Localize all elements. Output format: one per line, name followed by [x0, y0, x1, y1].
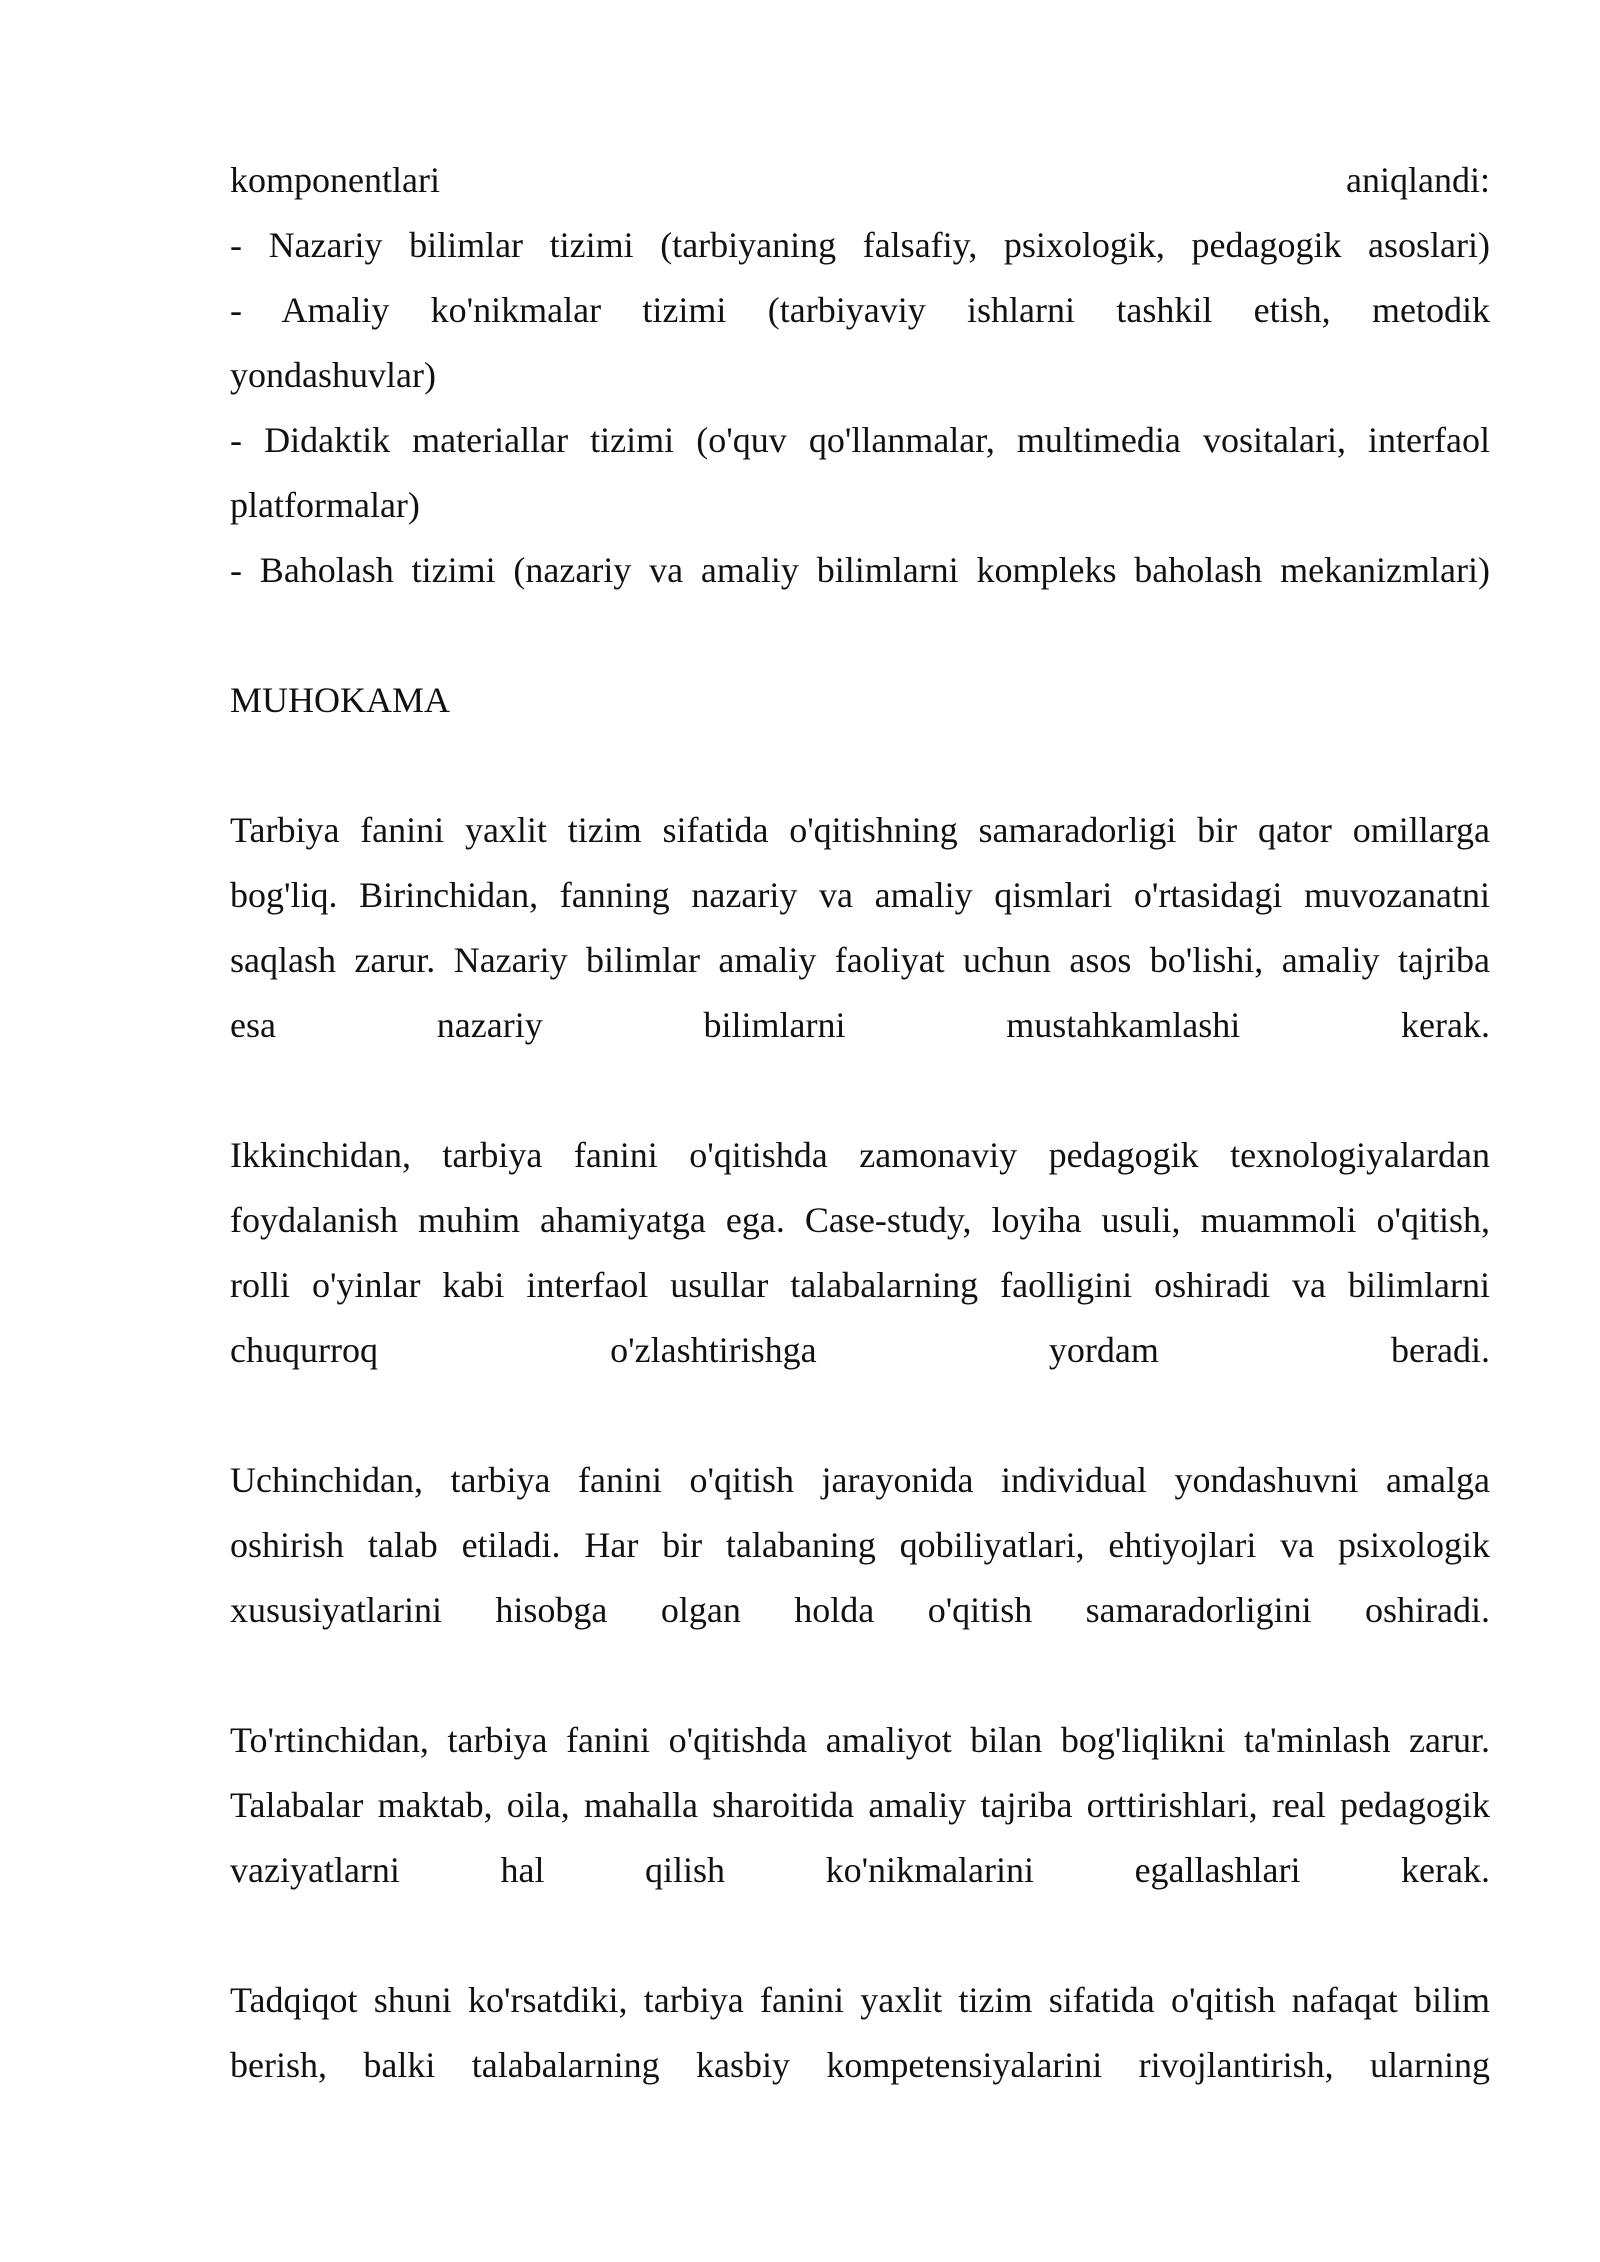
list-item-continuation: yondashuvlar) [230, 355, 436, 395]
text-line: esa nazariy bilimlarni mustahkamlashi kerak. [230, 1005, 1490, 1045]
text-line: Tarbiya fanini yaxlit tizim sifatida o'qitishning samaradorligi bir qator omillarga [230, 810, 1490, 850]
component-list [230, 148, 1490, 603]
text-line: saqlash zarur. Nazariy bilimlar amaliy faoliyat uchun asos bo'lishi, amaliy tajriba [230, 940, 1490, 980]
text-line: bog'liq. Birinchidan, fanning nazariy va amaliy qismlari o'rtasidagi muvozanatni [230, 875, 1490, 915]
list-item: - Baholash tizimi (nazariy va amaliy bilimlarni kompleks baholash mekanizmlari) [230, 550, 1490, 590]
paragraph-1 [230, 798, 1490, 1058]
text-line: To'rtinchidan, tarbiya fanini o'qitishda amaliyot bilan bog'liqlikni ta'minlash zarur. [230, 1720, 1490, 1760]
paragraph-3 [230, 1448, 1490, 1643]
spacer [230, 1058, 1490, 1123]
text-line: rolli o'yinlar kabi interfaol usullar talabalarning faolligini oshiradi va bilimlarni [230, 1265, 1490, 1305]
text-line: vaziyatlarni hal qilish ko'nikmalarini egallashlari kerak. [230, 1850, 1490, 1890]
text-line: berish, balki talabalarning kasbiy kompetensiyalarini rivojlantirish, ularning [230, 2045, 1490, 2085]
spacer [230, 733, 1490, 798]
section-heading: MUHOKAMA [230, 680, 451, 720]
page-content [230, 148, 1490, 2098]
text-line: Tadqiqot shuni ko'rsatdiki, tarbiya fanini yaxlit tizim sifatida o'qitish nafaqat bilim [230, 1980, 1490, 2020]
paragraph-5 [230, 1968, 1490, 2098]
text-line: Talabalar maktab, oila, mahalla sharoitida amaliy tajriba orttirishlari, real pedagogik [230, 1785, 1490, 1825]
text-line: chuqurroq o'zlashtirishga yordam beradi. [230, 1330, 1490, 1370]
text-line: Uchinchidan, tarbiya fanini o'qitish jarayonida individual yondashuvni amalga [230, 1460, 1490, 1500]
list-item: - Nazariy bilimlar tizimi (tarbiyaning falsafiy, psixologik, pedagogik asoslari) [230, 225, 1490, 265]
list-item: - Amaliy ko'nikmalar tizimi (tarbiyaviy ishlarni tashkil etish, metodik [230, 290, 1490, 330]
paragraph-2 [230, 1123, 1490, 1383]
spacer [230, 1903, 1490, 1968]
spacer [230, 603, 1490, 668]
text-line: foydalanish muhim ahamiyatga ega. Case-study, loyiha usuli, muammoli o'qitish, [230, 1200, 1490, 1240]
paragraph-4 [230, 1708, 1490, 1903]
text-line: Ikkinchidan, tarbiya fanini o'qitishda zamonaviy pedagogik texnologiyalardan [230, 1135, 1490, 1175]
spacer [230, 1643, 1490, 1708]
list-item: - Didaktik materiallar tizimi (o'quv qo'llanmalar, multimedia vositalari, interfaol [230, 420, 1490, 460]
list-item-continuation: platformalar) [230, 485, 420, 525]
text-line: xususiyatlarini hisobga olgan holda o'qitish samaradorligini oshiradi. [230, 1590, 1490, 1630]
spacer [230, 1383, 1490, 1448]
text-line: oshirish talab etiladi. Har bir talabaning qobiliyatlari, ehtiyojlari va psixologik [230, 1525, 1490, 1565]
text-line: komponentlari aniqlandi: [230, 160, 1490, 200]
